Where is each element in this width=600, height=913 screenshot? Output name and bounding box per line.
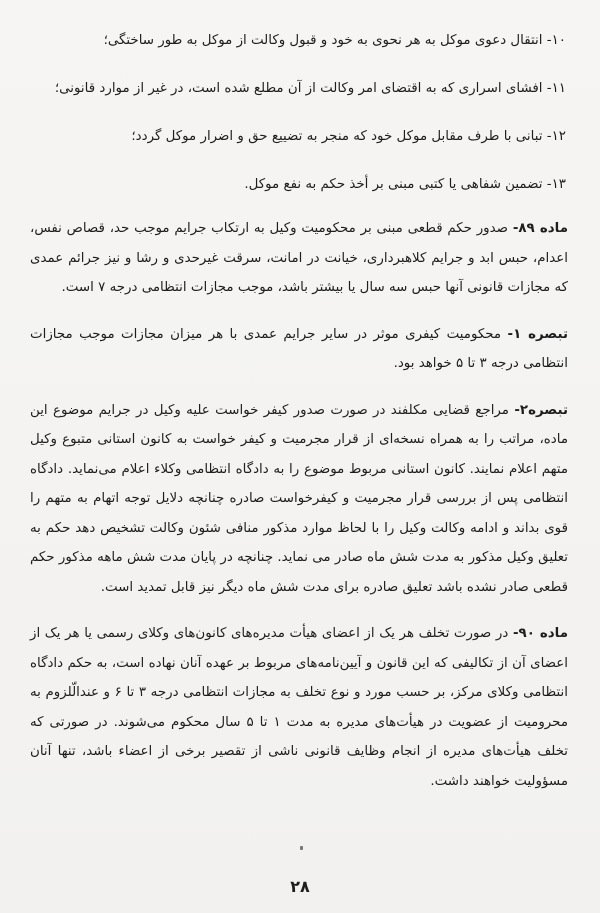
article-89 (30, 214, 568, 303)
item-text: تضمین شفاهی یا کتبی مبنی بر أخذ حکم به نفع موکل. (244, 177, 547, 192)
item-number: ۱۱- (546, 81, 566, 96)
article-89-heading: ماده ۸۹- (512, 221, 568, 236)
page-content (30, 30, 568, 813)
note-1 (30, 320, 568, 379)
item-number: ۱۳- (546, 177, 566, 192)
article-89-text: صدور حکم قطعی مبنی بر محکومیت وکیل به ارتکاب جرایم موجب حد، قصاص نفس، اعدام، حبس ابد و جرایم کلاهبرداری، خیانت در امانت، سرقت غیرحدی و رشا و نیز جرائم عمدی که مجازات قانونی آنها حبس سه سال یا بیشتر باشد، موجب مجازات انتظامی درجه ۷ است. (30, 221, 568, 295)
article-90-text: در صورت تخلف هر یک از اعضای هیأت مدیره‌های کانون‌های وکلای رسمی یا هر یک از اعضای آن از تکالیفی که این قانون و آیین‌نامه‌های مربوط بر عهده آنان نهاده است، به حکم دادگاه انتظامی وکلای مرکز، بر حسب مورد و نوع تخلف به مجازات انتظامی درجه ۳ تا ۶ و عندالّلزوم به محرومیت از عضویت در هیأت‌های مدیره به مدت ۱ تا ۵ سال محکوم می‌شوند. در صورتی که تخلف هیأت‌های مدیره از انجام وظایف قانونی ناشی از تقصیر برخی از اعضاء باشد، تنها آنان مسؤولیت خواهند داشت. (30, 626, 568, 789)
article-90-heading: ماده ۹۰- (512, 626, 568, 641)
list-item (30, 30, 568, 52)
list-item (30, 174, 568, 196)
item-number: ۱۰- (546, 33, 566, 48)
item-number: ۱۲- (546, 129, 566, 144)
note-1-heading: تبصره ۱- (507, 326, 568, 342)
note-1-text: محکومیت کیفری موثر در سایر جرایم عمدی با هر میزان مجازات موجب مجازات انتظامی درجه ۳ تا ۵ خواهد بود. (30, 326, 568, 371)
item-text: افشای اسراری که به اقتضای امر وکالت از آن مطلع شده است، در غیر از موارد قانونی؛ (54, 81, 547, 96)
article-90 (30, 619, 568, 796)
page-number: ۲۸ (290, 877, 310, 896)
note-2-heading: تبصره۲- (514, 402, 568, 418)
note-2-text: مراجع قضایی مکلفند در صورت صدور کیفر خواست علیه وکیل در جرایم موضوع این ماده، مراتب را به همراه نسخه‌ای از قرار مجرمیت و کیفر خواست به کانون استانی متبوع وکیل متهم اعلام نمایند. کانون استانی مربوط موضوع را به دادگاه انتظامی وکلاء اعلام می‌نماید. دادگاه انتظامی پس از بررسی قرار مجرمیت و کیفرخواست صادره چنانچه دلایل توجه اتهام به متهم را قوی بداند و ادامه وکالت وکیل را با لحاظ موارد مذکور منافی شئون وکالت تشخیص دهد حکم به تعلیق وکیل مذکور به مدت شش ماه صادر می نماید. چنانچه در پایان مدت شش ماهه مذکور حکم قطعی صادر نشده باشد تعلیق صادره برای مدت شش ماه دیگر نیز قابل تمدید است. (30, 402, 568, 595)
note-2 (30, 396, 568, 603)
item-text: انتقال دعوی موکل به هر نحوی به خود و قبول وکالت از موکل به طور ساختگی؛ (103, 33, 547, 48)
list-item (30, 126, 568, 148)
ink-mark (300, 846, 303, 850)
item-text: تبانی با طرف مقابل موکل خود که منجر به تضییع حق و اضرار موکل گردد؛ (131, 129, 547, 144)
list-item (30, 78, 568, 100)
